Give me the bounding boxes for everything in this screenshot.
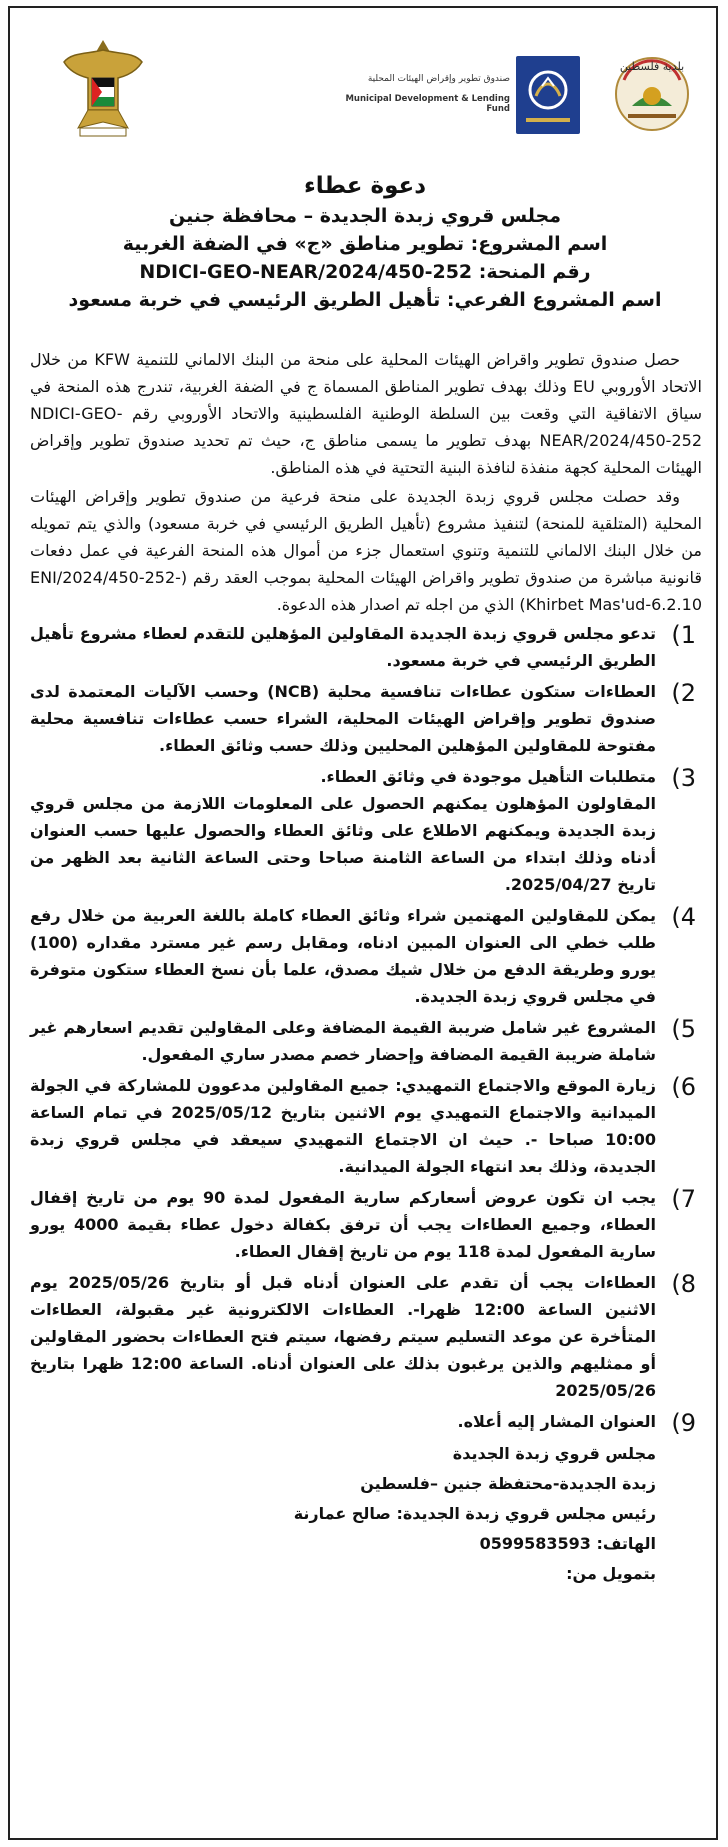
item-number: 3) (671, 764, 696, 792)
fund-emblem-icon (516, 56, 580, 134)
council-logo-icon (610, 46, 694, 138)
page-title: دعوة عطاء (303, 173, 427, 199)
item-text: تدعو مجلس قروي زبدة الجديدة المقاولين المؤهلين للتقدم لعطاء مشروع تأهيل الطريق الرئيسي في خربة مسعود. (30, 624, 656, 670)
grant-line: رقم المنحة: NDICI-GEO-NEAR/2024/450-252 (139, 261, 591, 283)
item-number: 4) (671, 903, 696, 931)
item-text: متطلبات التأهيل موجودة في وثائق العطاء. (320, 767, 656, 786)
header (10, 8, 716, 158)
list-item (30, 678, 702, 759)
phone-number: 0599583593 (479, 1534, 591, 1553)
item-text: زيارة الموقع والاجتماع التمهيدي: جميع المقاولين مدعوون للمشاركة في الجولة الميدانية والاجتماع التمهيدي يوم الاثنين بتاريخ 2025/05/12 في تمام الساعة 10:00 صباحا -. حيث ان الاجتماع التمهيدي سيعقد في مجلس قروي زبدة الجديدة، وذلك بعد انتهاء الجولة الميدانية. (30, 1076, 656, 1176)
intro-paragraph-1: حصل صندوق تطوير واقراض الهيئات المحلية على منحة من البنك الالماني للتنمية KFW من خلال الاتحاد الأوروبي EU وذلك بهدف تطوير المناطق المسماة ج في الضفة الغربية، تندرج هذه المنحة في سياق الاتفاقية التي وقعت بين السلطة الوطنية الفلسطينية والاتحاد الأوروبي رقم NDICI-GEO-NEAR/2024/450-252 بهدف تطوير ما يسمى مناطق ج، حيث تم تحديد صندوق تطوير وإقراض الهيئات المحلية كجهة منفذة لنافذة البنية التحتية في هذه المناطق. (30, 350, 703, 477)
council-name: مجلس قروي زبدة الجديدة (452, 1444, 656, 1463)
list-item (30, 620, 702, 674)
item-number: 8) (671, 1270, 696, 1298)
tender-notice (8, 6, 718, 1840)
item-number: 5) (671, 1015, 696, 1043)
council-location: زبدة الجديدة-محتفظة جنين –فلسطين (360, 1474, 656, 1493)
list-item (30, 1184, 702, 1265)
item-text: العنوان المشار إليه أعلاه. (457, 1412, 656, 1431)
list-item (30, 1269, 702, 1404)
fund-name-en: Municipal Development & Lending Fund (345, 94, 510, 114)
council-line: مجلس قروي زبدة الجديدة – محافظة جنين (168, 205, 561, 227)
item-text: العطاءات يجب أن تقدم على العنوان أدناه قبل أو بتاريخ 2025/05/26 يوم الاثنين الساعة 12:00 ظهرا-. العطاءات الالكترونية غير مقبولة، العطاءات المتأخرة عن موعد التسليم سيتم رفضها، سيتم فتح العطاءات بحضور المقاولين أو ممثليهم والذين يرغبون بذلك على العنوان أدناه. الساعة 12:00 ظهرا بتاريخ 2025/05/26 (30, 1273, 657, 1400)
list-item (30, 763, 702, 898)
palestine-eagle-emblem-icon (58, 32, 148, 142)
fund-name-ar: صندوق تطوير وإقراض الهيئات المحلية (367, 74, 510, 84)
funding-label: بتمويل من: (566, 1564, 656, 1583)
item-number: 9) (671, 1409, 696, 1437)
list-item (30, 1014, 702, 1068)
item-text: العطاءات ستكون عطاءات تنافسية محلية (NCB) وحسب الآليات المعتمدة لدى صندوق تطوير وإقراض الهيئات المحلية، الشراء حسب عطاءات تنافسية محلية مفتوحة للمقاولين المؤهلين المحليين وذلك حسب وثائق العطاء. (30, 682, 656, 755)
item-text: يمكن للمقاولين المهتمين شراء وثائق العطاء كاملة باللغة العربية من خلال رفع طلب خطي الى العنوان المبين ادناه، ومقابل رسم غير مسترد مقداره (100) يورو وطريقة الدفع من خلال شيك مصدق، علما بأن نسخ العطاء ستكون متوفرة في مجلس قروي زبدة الجديدة. (30, 906, 656, 1006)
notice-body (30, 346, 702, 1589)
council-head: رئيس مجلس قروي زبدة الجديدة: صالح عمارنة (293, 1504, 656, 1523)
list-item (30, 1072, 702, 1180)
item-number: 1) (671, 621, 696, 649)
list-item (30, 902, 702, 1010)
item-text: المشروع غير شامل ضريبة القيمة المضافة وعلى المقاولين تقديم اسعارهم غير شاملة ضريبة القيمة المضافة وإحضار خصم مصدر ساري المفعول. (30, 1018, 656, 1064)
item-subtext: المقاولون المؤهلون يمكنهم الحصول على المعلومات اللازمة من مجلس قروي زبدة الجديدة ويمكنهم الاطلاع على وثائق العطاء والحصول عليها حسب العنوان أدناه وذلك ابتداء من الساعة الثامنة صباحا وحتى الساعة الثانية بعد الظهر من تاريخ 2025/04/27. (30, 794, 656, 894)
titles-block (30, 170, 700, 314)
council-logo-text: بلدية فلسطين (619, 60, 685, 73)
contact-block (30, 1439, 702, 1589)
intro-paragraph-2: وقد حصلت مجلس قروي زبدة الجديدة على منحة فرعية من صندوق تطوير وإقراض الهيئات المحلية (المتلقية للمنحة) لتنفيذ مشروع (تأهيل الطريق الرئيسي في خربة مسعود) والذي يتم تمويله من خلال البنك الالماني للتنمية وتنوي استعمال جزء من أموال هذه المنحة الفرعية في عمل دفعات قانونية مباشرة من صندوق تطوير واقراض الهيئات المحلية بموجب العقد رقم (ENI/2024/450-252- Khirbet Mas'ud-6.2.10) الذي من اجله تم اصدار هذه الدعوة. (30, 487, 702, 614)
project-line: اسم المشروع: تطوير مناطق «ج» في الضفة الغربية (122, 233, 608, 255)
fund-logo (340, 56, 580, 136)
item-number: 7) (671, 1185, 696, 1213)
item-text: يجب ان تكون عروض أسعاركم سارية المفعول لمدة 90 يوم من تاريخ إقفال العطاء، وجميع العطاءات يجب أن ترفق بكفالة دخول عطاء بقيمة 4000 يورو سارية المفعول لمدة 118 يوم من تاريخ إقفال العطاء. (30, 1188, 656, 1261)
phone-label: الهاتف: (596, 1534, 656, 1553)
subproject-line: اسم المشروع الفرعي: تأهيل الطريق الرئيسي في خربة مسعود (68, 289, 662, 311)
item-number: 6) (671, 1073, 696, 1101)
phone-row (30, 1529, 656, 1559)
item-number: 2) (671, 679, 696, 707)
list-item (30, 1408, 702, 1435)
conditions-list (30, 620, 702, 1435)
